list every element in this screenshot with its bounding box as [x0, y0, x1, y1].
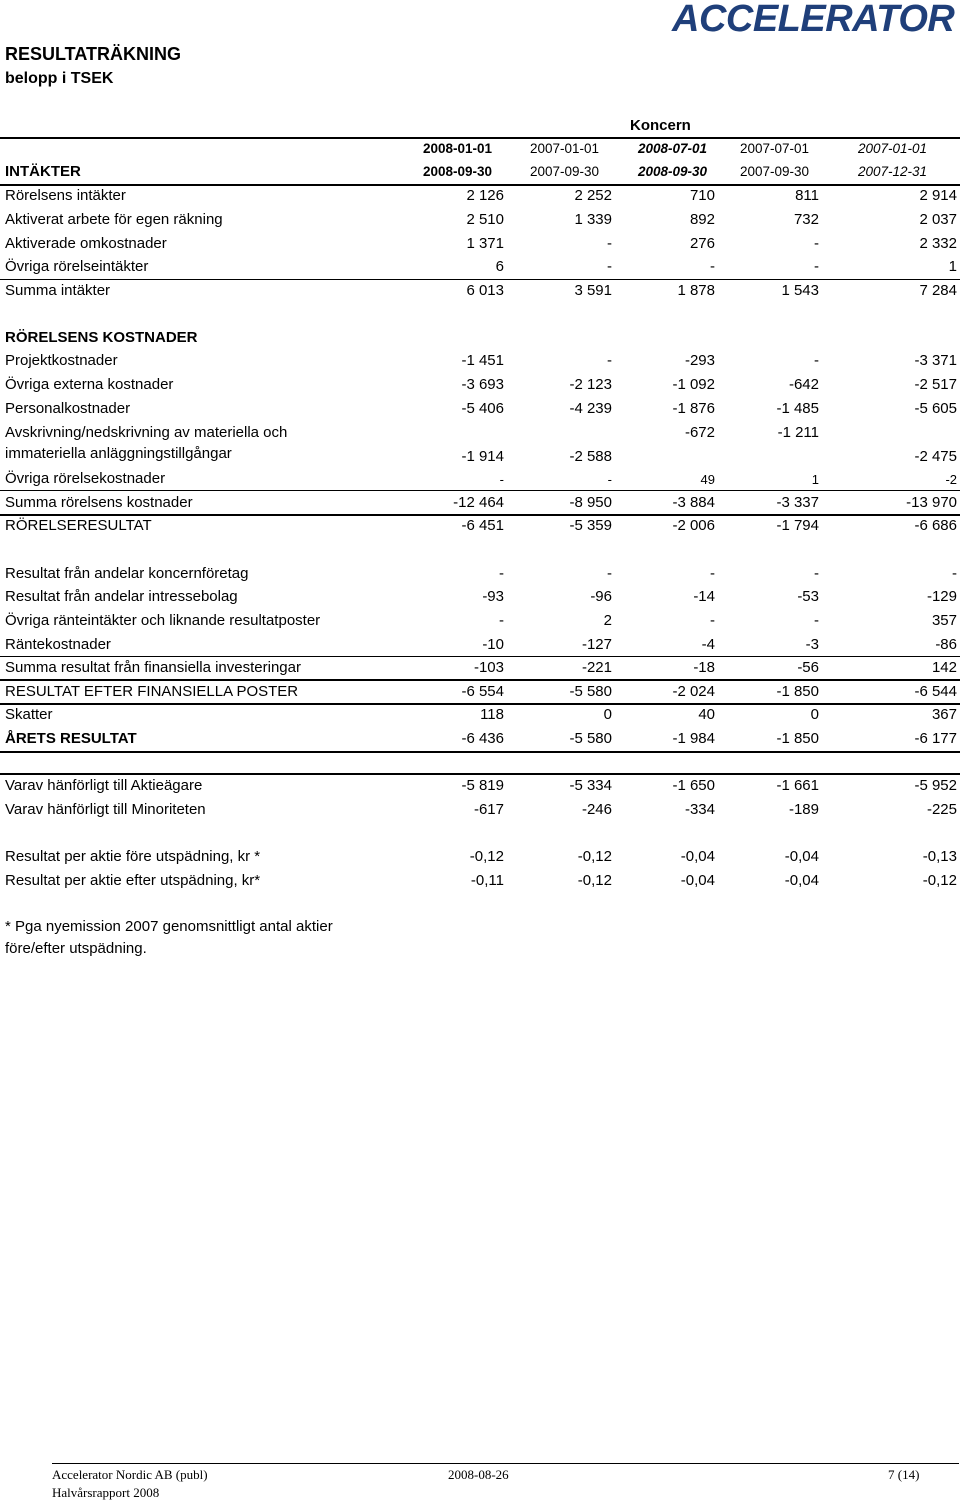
table-cell: -	[607, 472, 612, 487]
table-cell: -	[710, 565, 715, 582]
table-cell: 118	[480, 706, 504, 723]
table-cell: -0,12	[577, 872, 612, 889]
col1-from: 2008-01-01	[422, 141, 492, 156]
accelerator-logo: ACCELERATOR	[672, 0, 955, 40]
table-cell: -	[952, 565, 957, 582]
row-label: Rörelsens intäkter	[5, 187, 126, 204]
table-cell: 1 878	[677, 282, 715, 299]
table-cell: -0,12	[922, 872, 957, 889]
table-cell: -	[499, 612, 504, 629]
col2-to: 2007-09-30	[529, 164, 599, 179]
table-cell: -246	[581, 801, 612, 818]
col5-from: 2007-01-01	[857, 141, 927, 156]
table-cell: -0,04	[680, 848, 715, 865]
table-cell: 6	[495, 258, 504, 275]
table-cell: -4	[701, 636, 715, 653]
divider	[0, 703, 960, 705]
table-cell: -0,11	[470, 872, 504, 889]
table-cell: -	[499, 565, 504, 582]
table-cell: -56	[797, 659, 819, 676]
table-cell: -53	[797, 588, 819, 605]
table-cell: -1 661	[776, 777, 819, 794]
row-label: Summa resultat från finansiella investeringar	[5, 659, 301, 676]
table-cell: -6 177	[914, 730, 957, 747]
table-cell: -221	[581, 659, 612, 676]
table-cell: 0	[810, 706, 819, 723]
col4-from: 2007-07-01	[739, 141, 809, 156]
table-cell: 3 591	[574, 282, 612, 299]
table-cell: -	[814, 235, 819, 252]
table-cell: -1 650	[672, 777, 715, 794]
row-label-continued: immateriella anläggningstillgångar	[5, 445, 232, 462]
divider	[0, 137, 960, 139]
divider	[0, 773, 960, 775]
row-label: Resultat per aktie före utspädning, kr *	[5, 848, 261, 865]
table-cell: -6 436	[461, 730, 504, 747]
divider	[0, 184, 960, 186]
col2-from: 2007-01-01	[529, 141, 599, 156]
table-cell: -1 794	[776, 517, 819, 534]
table-cell: 7 284	[919, 282, 957, 299]
table-cell: -0,13	[922, 848, 957, 865]
table-cell: -2 517	[914, 376, 957, 393]
row-label: Avskrivning/nedskrivning av materiella och	[5, 424, 288, 441]
table-cell: -1 850	[776, 730, 819, 747]
row-label: Övriga rörelsekostnader	[5, 470, 166, 487]
footer-company: Accelerator Nordic AB (publ)	[52, 1467, 208, 1482]
table-cell: 1 543	[781, 282, 819, 299]
table-cell: 2 332	[919, 235, 957, 252]
footer-report: Halvårsrapport 2008	[52, 1485, 160, 1500]
table-cell: 2 510	[466, 211, 504, 228]
table-cell: -1 092	[672, 376, 715, 393]
table-cell: -2 123	[569, 376, 612, 393]
table-cell: -617	[473, 801, 504, 818]
table-cell: 276	[689, 235, 715, 252]
table-cell: -2 024	[672, 683, 715, 700]
col3-from: 2008-07-01	[637, 141, 707, 156]
footnote-line1: * Pga nyemission 2007 genomsnittligt antal aktier	[5, 918, 333, 935]
footer-date: 2008-08-26	[448, 1467, 509, 1482]
table-cell: -129	[926, 588, 957, 605]
section-costs: RÖRELSENS KOSTNADER	[5, 329, 198, 346]
table-cell: 40	[698, 706, 715, 723]
table-cell: -	[607, 235, 612, 252]
table-cell: -3	[805, 636, 819, 653]
row-label: Resultat från andelar koncernföretag	[5, 565, 249, 582]
table-cell: -189	[788, 801, 819, 818]
table-cell: -13 970	[906, 494, 957, 511]
table-cell: -1 211	[777, 424, 819, 441]
table-cell: -642	[788, 376, 819, 393]
table-cell: -5 605	[914, 400, 957, 417]
table-cell: -5 580	[569, 730, 612, 747]
row-label: Summa rörelsens kostnader	[5, 494, 193, 511]
table-cell: -	[710, 258, 715, 275]
col5-to: 2007-12-31	[857, 164, 927, 179]
table-cell: -3 337	[776, 494, 819, 511]
row-label: Varav hänförligt till Minoriteten	[5, 801, 206, 818]
row-label: Personalkostnader	[5, 400, 131, 417]
table-cell: -334	[684, 801, 715, 818]
table-cell: -3 884	[672, 494, 715, 511]
table-cell: -	[499, 472, 504, 487]
table-cell: -	[607, 565, 612, 582]
table-cell: -	[607, 258, 612, 275]
table-cell: -1 984	[672, 730, 715, 747]
table-cell: -1 914	[461, 448, 504, 465]
divider	[0, 679, 960, 681]
table-cell: -5 406	[461, 400, 504, 417]
footer-rule	[52, 1463, 959, 1464]
table-cell: -2 588	[569, 448, 612, 465]
table-cell: -6 451	[461, 517, 504, 534]
table-cell: -1 451	[461, 352, 504, 369]
table-cell: 367	[931, 706, 957, 723]
table-cell: -3 371	[914, 352, 957, 369]
row-label: Projektkostnader	[5, 352, 118, 369]
table-cell: -127	[581, 636, 612, 653]
row-label: Räntekostnader	[5, 636, 111, 653]
table-cell: -	[814, 258, 819, 275]
table-cell: -0,04	[784, 872, 819, 889]
table-cell: -8 950	[569, 494, 612, 511]
table-cell: -4 239	[569, 400, 612, 417]
table-cell: -2	[945, 472, 957, 487]
table-cell: -6 686	[914, 517, 957, 534]
table-cell: 1 339	[574, 211, 612, 228]
row-label: Övriga rörelseintäkter	[5, 258, 149, 275]
col4-to: 2007-09-30	[739, 164, 809, 179]
table-cell: -5 334	[569, 777, 612, 794]
footer-page: 7 (14)	[888, 1467, 920, 1482]
table-cell: -12 464	[453, 494, 504, 511]
row-label: Resultat per aktie efter utspädning, kr*	[5, 872, 261, 889]
table-cell: -672	[684, 424, 715, 441]
row-label: Summa intäkter	[5, 282, 111, 299]
table-cell: 1 371	[466, 235, 504, 252]
table-cell: -	[814, 565, 819, 582]
table-cell: 710	[689, 187, 715, 204]
table-cell: 357	[931, 612, 957, 629]
row-label: Övriga externa kostnader	[5, 376, 174, 393]
table-cell: -2 475	[914, 448, 957, 465]
row-label: Resultat från andelar intressebolag	[5, 588, 238, 605]
table-cell: 2 252	[574, 187, 612, 204]
row-label: RÖRELSERESULTAT	[5, 517, 152, 534]
table-cell: 6 013	[466, 282, 504, 299]
table-cell: -2 006	[672, 517, 715, 534]
divider	[0, 514, 960, 516]
table-cell: -93	[482, 588, 504, 605]
divider	[0, 656, 960, 657]
table-cell: -225	[926, 801, 957, 818]
section-income: INTÄKTER	[5, 163, 81, 180]
table-cell: -6 544	[914, 683, 957, 700]
group-label: Koncern	[630, 117, 691, 134]
table-cell: -5 952	[914, 777, 957, 794]
table-cell: 811	[795, 187, 819, 204]
row-label: Övriga ränteintäkter och liknande resultatposter	[5, 612, 321, 629]
divider	[0, 490, 960, 491]
table-cell: -5 819	[461, 777, 504, 794]
table-cell: -6 554	[461, 683, 504, 700]
col3-to: 2008-09-30	[637, 164, 707, 179]
row-label: Aktiverade omkostnader	[5, 235, 167, 252]
table-cell: -0,04	[784, 848, 819, 865]
table-cell: -96	[590, 588, 612, 605]
table-cell: -	[814, 352, 819, 369]
table-cell: -10	[482, 636, 504, 653]
table-cell: 1	[948, 258, 957, 275]
row-label: Skatter	[5, 706, 53, 723]
page-title: RESULTATRÄKNING	[5, 44, 181, 64]
row-label: ÅRETS RESULTAT	[5, 730, 137, 747]
table-cell: 2 914	[919, 187, 957, 204]
table-cell: -5 580	[569, 683, 612, 700]
row-label: RESULTAT EFTER FINANSIELLA POSTER	[5, 683, 299, 700]
table-cell: 0	[603, 706, 612, 723]
table-cell: -14	[693, 588, 715, 605]
table-cell: -3 693	[461, 376, 504, 393]
table-cell: 2	[603, 612, 612, 629]
table-cell: 1	[811, 472, 819, 487]
table-cell: -1 876	[672, 400, 715, 417]
table-cell: -1 850	[776, 683, 819, 700]
table-cell: -	[710, 612, 715, 629]
divider	[0, 751, 960, 753]
table-cell: 2 126	[466, 187, 504, 204]
table-cell: -5 359	[569, 517, 612, 534]
table-cell: 2 037	[919, 211, 957, 228]
col1-to: 2008-09-30	[422, 164, 492, 179]
table-cell: -0,04	[680, 872, 715, 889]
table-cell: 142	[931, 659, 957, 676]
table-cell: 49	[700, 472, 715, 487]
table-cell: -1 485	[776, 400, 819, 417]
table-cell: -	[607, 352, 612, 369]
table-cell: -86	[935, 636, 957, 653]
table-cell: -18	[693, 659, 715, 676]
table-cell: -0,12	[577, 848, 612, 865]
row-label: Varav hänförligt till Aktieägare	[5, 777, 203, 794]
divider	[0, 279, 960, 280]
table-cell: -103	[473, 659, 504, 676]
table-cell: -0,12	[469, 848, 504, 865]
table-cell: -293	[684, 352, 715, 369]
table-cell: -	[814, 612, 819, 629]
table-cell: 732	[793, 211, 819, 228]
footnote-line2: före/efter utspädning.	[5, 940, 147, 957]
page-subtitle: belopp i TSEK	[5, 70, 114, 87]
row-label: Aktiverat arbete för egen räkning	[5, 211, 223, 228]
table-cell: 892	[689, 211, 715, 228]
